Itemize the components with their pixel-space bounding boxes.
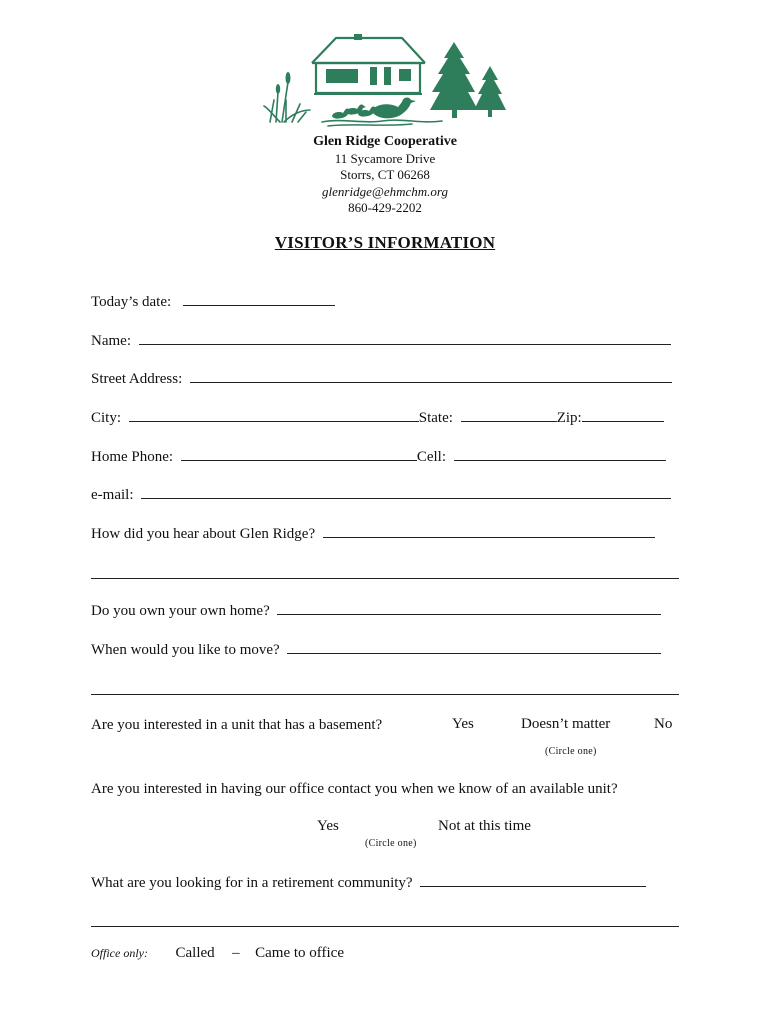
hear-about-extra-line[interactable] — [91, 578, 679, 579]
phone-row — [91, 446, 666, 466]
street-address-label: Street Address: — [91, 371, 183, 387]
retirement-row — [91, 872, 646, 892]
todays-date-label: Today’s date: — [91, 294, 172, 310]
hear-about-row — [91, 523, 655, 543]
todays-date-field[interactable] — [183, 291, 335, 306]
office-came-option[interactable]: Came to office — [255, 945, 344, 961]
state-field[interactable] — [461, 407, 557, 422]
basement-option-doesnt-matter[interactable]: Doesn’t matter — [521, 716, 611, 732]
todays-date-row — [91, 291, 335, 311]
move-when-extra-line[interactable] — [91, 694, 679, 695]
move-when-row — [91, 639, 661, 659]
contact-question: Are you interested in having our office contact you when we know of an available unit? — [91, 781, 618, 797]
contact-email: glenridge@ehmchm.org — [322, 183, 448, 199]
page-title: VISITOR’S INFORMATION — [274, 233, 496, 252]
name-field[interactable] — [139, 330, 671, 345]
office-only-row — [91, 944, 344, 962]
office-dash: – — [232, 945, 240, 961]
hear-about-label: How did you hear about Glen Ridge? — [91, 526, 316, 542]
cell-label: Cell: — [416, 449, 446, 465]
hear-about-field[interactable] — [323, 523, 655, 538]
city-state-zip-text: Storrs, CT 06268 — [340, 167, 430, 182]
basement-option-no[interactable]: No — [654, 716, 673, 732]
city-state-zip-row — [91, 407, 664, 427]
office-called-option[interactable]: Called — [175, 945, 215, 961]
email-field[interactable] — [141, 484, 671, 499]
retirement-field[interactable] — [420, 872, 646, 887]
move-when-field[interactable] — [287, 639, 661, 654]
own-home-label: Do you own your own home? — [91, 603, 270, 619]
zip-label: Zip: — [556, 410, 582, 426]
zip-field[interactable] — [582, 407, 664, 422]
email-row — [91, 484, 671, 504]
move-when-label: When would you like to move? — [91, 642, 280, 658]
retirement-extra-line[interactable] — [91, 926, 679, 927]
basement-question: Are you interested in a unit that has a basement? — [91, 717, 383, 733]
own-home-row — [91, 600, 661, 620]
city-field[interactable] — [129, 407, 419, 422]
name-label: Name: — [91, 333, 131, 349]
home-phone-field[interactable] — [181, 446, 417, 461]
circle-one-hint: (Circle one) — [365, 838, 417, 849]
name-row — [91, 330, 671, 350]
email-label: e-mail: — [91, 487, 134, 503]
state-label: State: — [418, 410, 453, 426]
basement-option-yes[interactable]: Yes — [452, 716, 474, 732]
office-only-label: Office only: — [91, 946, 148, 960]
home-phone-label: Home Phone: — [91, 449, 174, 465]
org-name: Glen Ridge Cooperative — [313, 134, 457, 149]
street-address-row — [91, 368, 672, 388]
contact-option-not-at-this-time[interactable]: Not at this time — [438, 818, 531, 834]
cell-field[interactable] — [454, 446, 666, 461]
contact-option-yes[interactable]: Yes — [317, 818, 339, 834]
retirement-question-label: What are you looking for in a retirement community? — [91, 875, 413, 891]
circle-one-hint: (Circle one) — [545, 746, 597, 757]
glen-ridge-logo — [262, 34, 510, 130]
contact-phone: 860-429-2202 — [348, 200, 422, 215]
street-address-field[interactable] — [190, 368, 672, 383]
own-home-field[interactable] — [277, 600, 661, 615]
address-block — [0, 134, 770, 217]
city-label: City: — [91, 410, 122, 426]
street-address-text: 11 Sycamore Drive — [334, 150, 436, 166]
